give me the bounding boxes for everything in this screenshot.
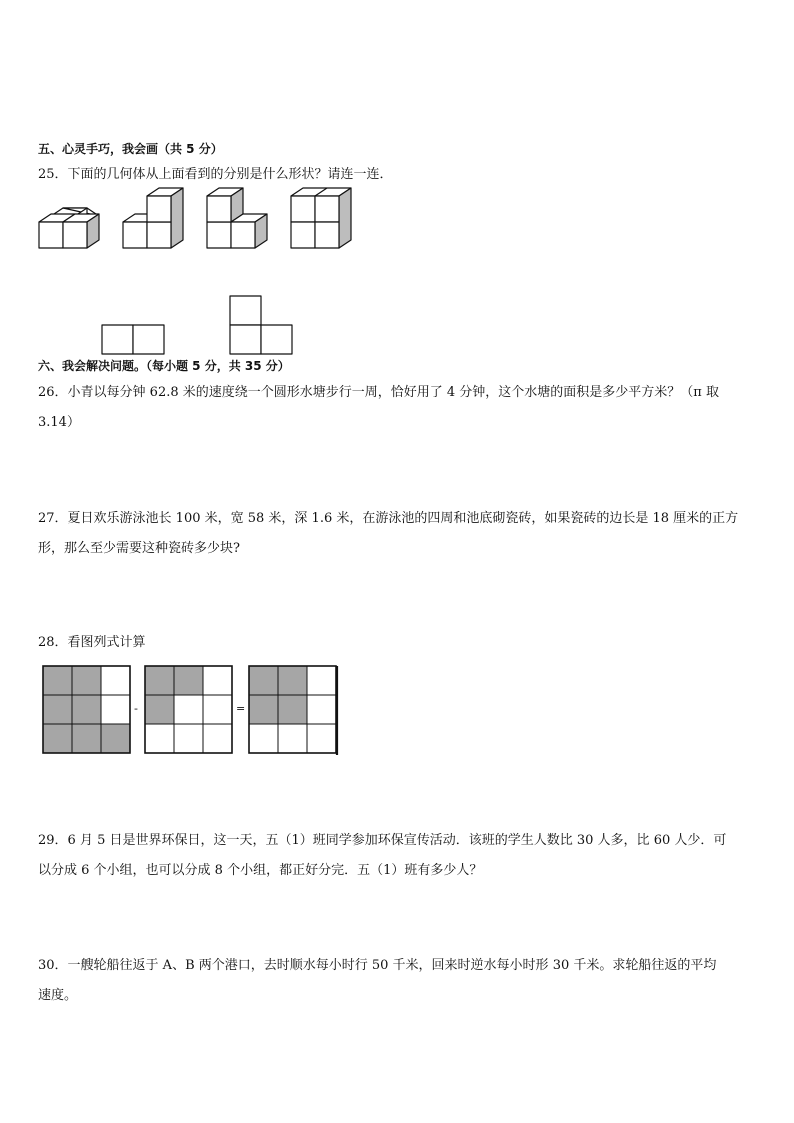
section6-heading: 六、我会解决问题。（每小题 5 分，共 35 分） xyxy=(38,359,290,373)
question-30-line1: 30．一艘轮船往返于 A、B 两个港口，去时顺水每小时行 50 千米，回来时逆水每小时形 30 千米。求轮船往返的平均 xyxy=(38,958,717,973)
equals-sign: = xyxy=(236,702,246,715)
question-29-line1: 29．6 月 5 日是世界环保日，这一天，五（1）班同学参加环保宣传活动．该班的学生人数比 30 人多，比 60 人少．可 xyxy=(38,833,727,848)
grid-2 xyxy=(145,666,232,753)
question-27-line1: 27．夏日欢乐游泳池长 100 米，宽 58 米，深 1.6 米，在游泳池的四周和池底砌瓷砖，如果瓷砖的边长是 18 厘米的正方 xyxy=(38,511,739,526)
question-26-line1: 26．小青以每分钟 62.8 米的速度绕一个圆形水塘步行一周，恰好用了 4 分钟，这个水塘的面积是多少平方米？（π 取 xyxy=(38,385,719,400)
section5-heading: 五、心灵手巧，我会画（共 5 分） xyxy=(38,142,223,156)
top-view-b xyxy=(230,296,292,354)
solid-b xyxy=(123,188,183,248)
question-26-line2: 3.14） xyxy=(38,415,80,430)
question-25: 25．下面的几何体从上面看到的分别是什么形状？请连一连． xyxy=(38,167,393,182)
top-view-a xyxy=(102,325,164,354)
question-28: 28．看图列式计算 xyxy=(38,635,146,650)
grid-3 xyxy=(249,666,337,755)
solid-c xyxy=(207,188,267,248)
question-27-line2: 形，那么至少需要这种瓷砖多少块? xyxy=(38,541,240,556)
minus-sign: - xyxy=(134,702,138,715)
solid-a xyxy=(39,208,99,248)
question-30-line2: 速度。 xyxy=(38,988,78,1003)
solid-d xyxy=(291,188,351,248)
question-29-line2: 以分成 6 个小组，也可以分成 8 个小组，都正好分完．五（1）班有多少人？ xyxy=(38,863,483,878)
grid-1 xyxy=(43,666,130,753)
